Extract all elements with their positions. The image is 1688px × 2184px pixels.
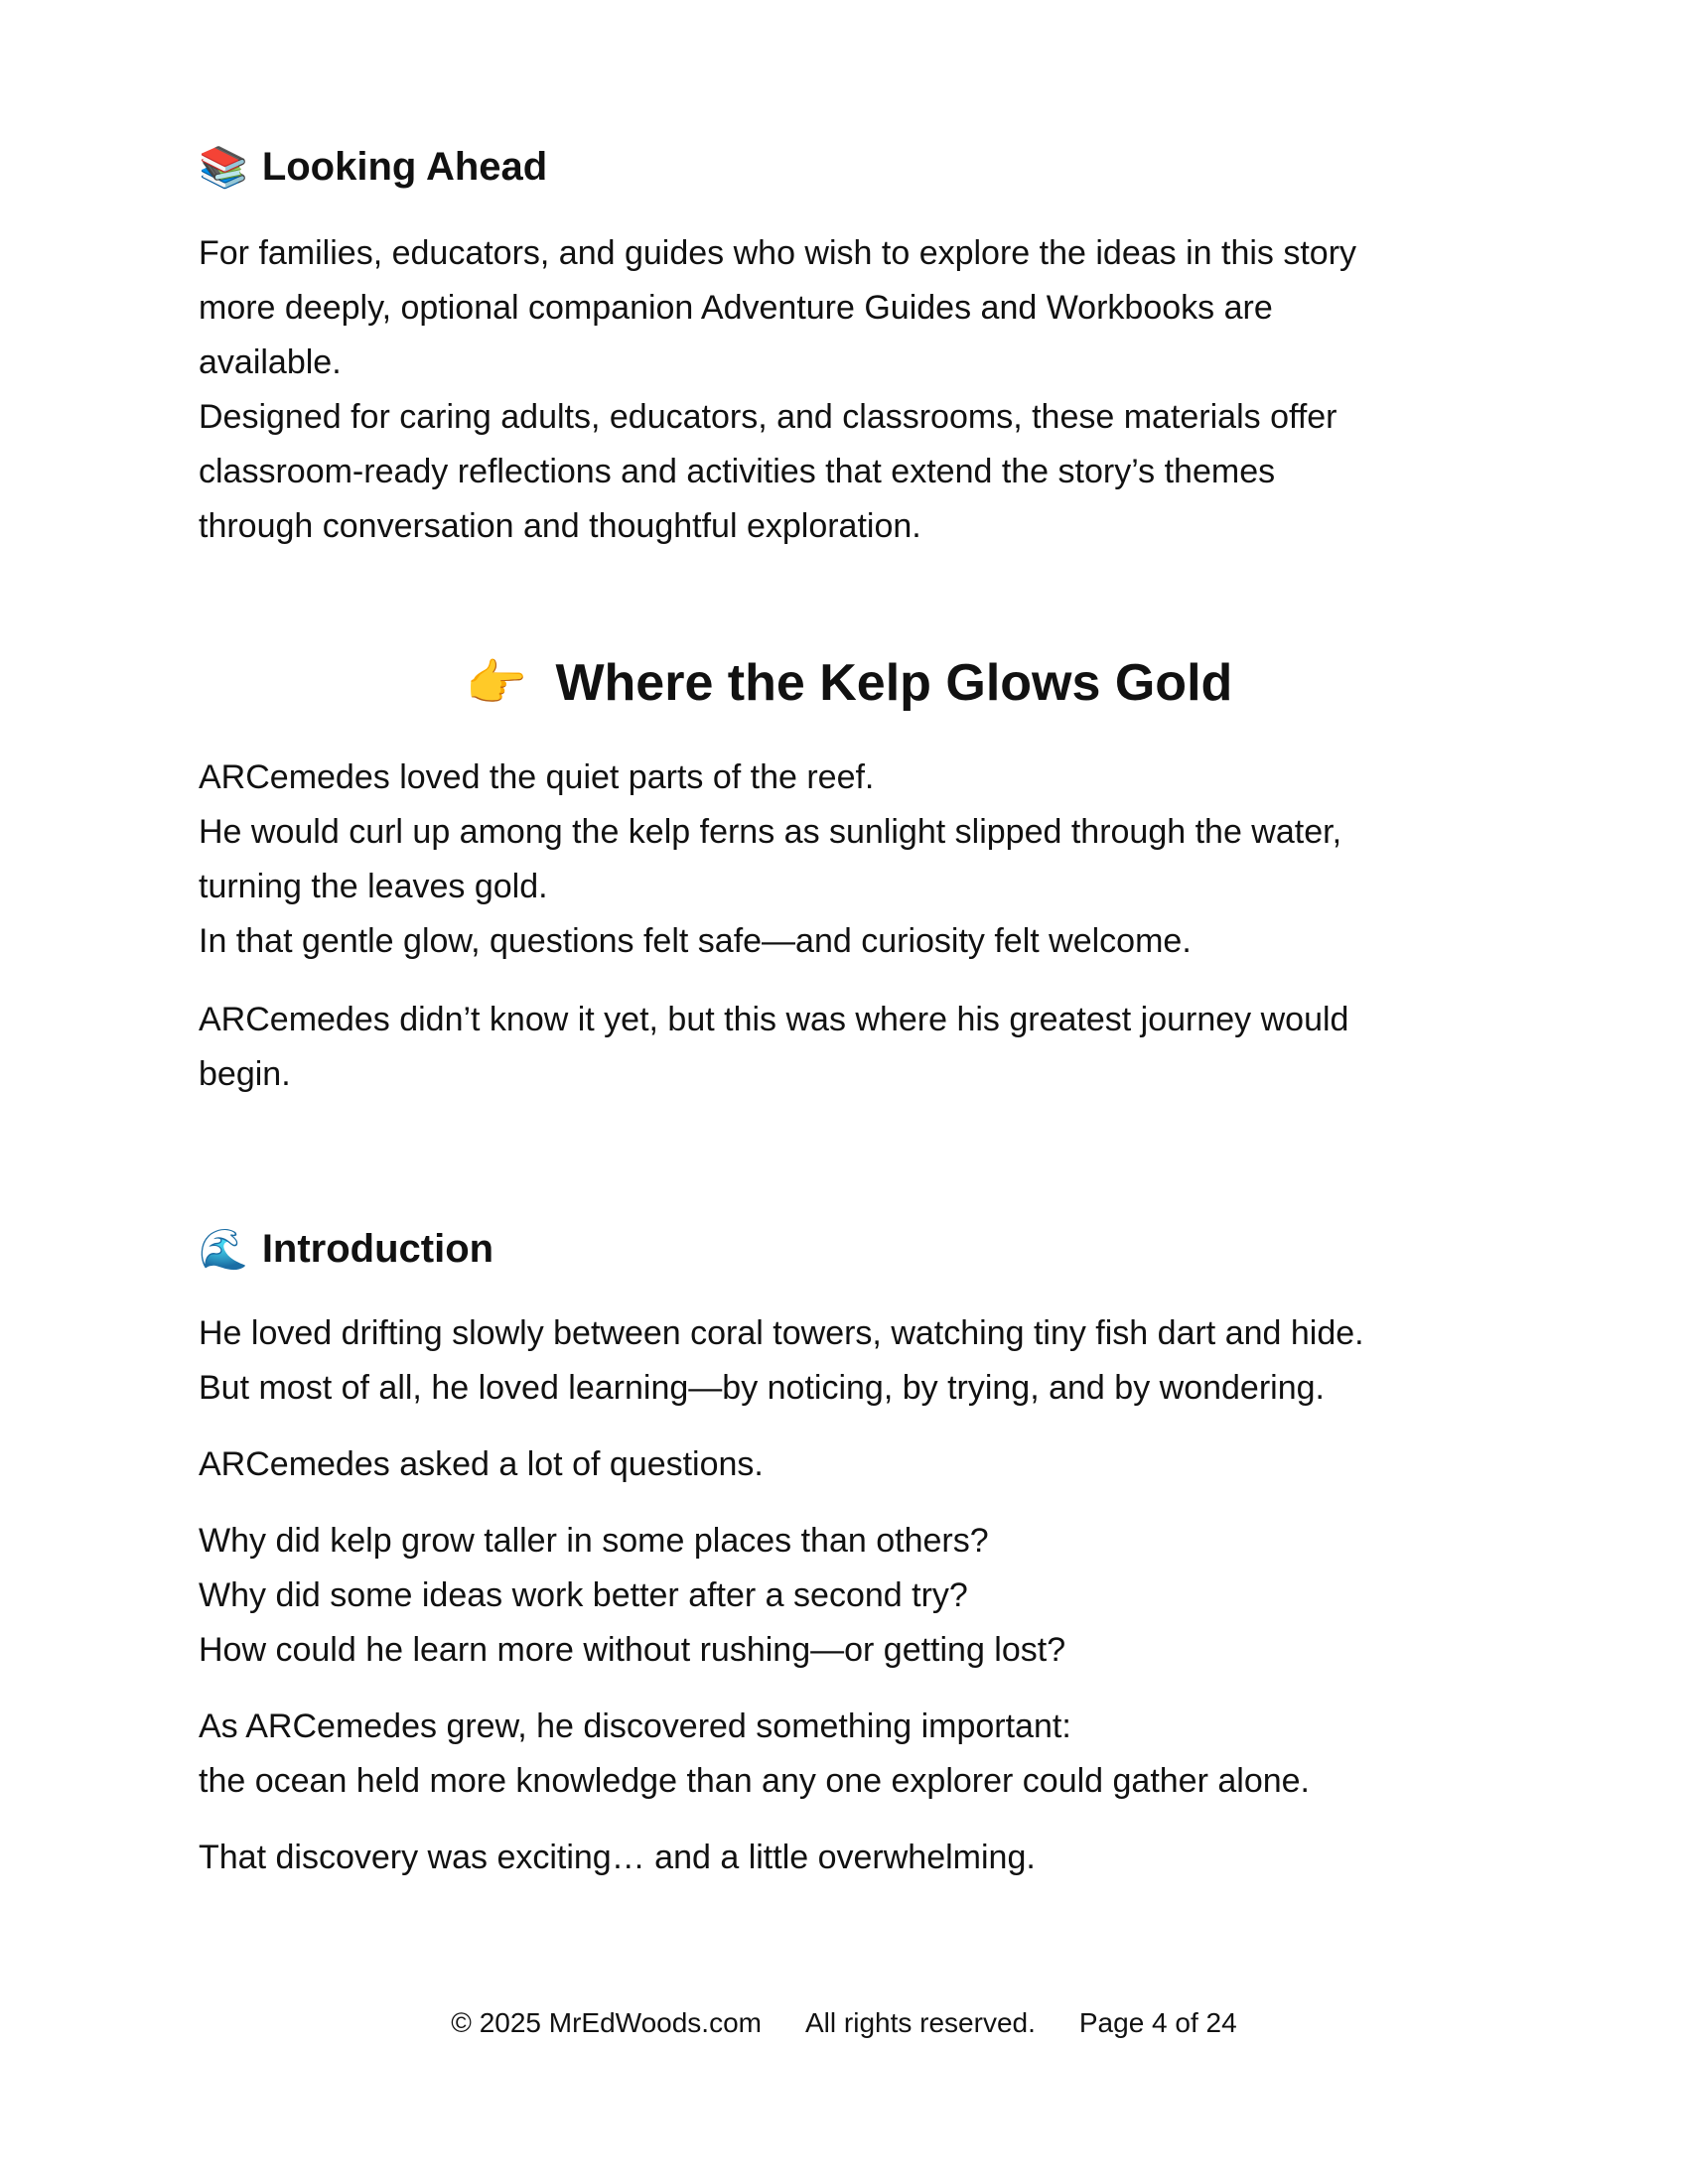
books-icon: 📚	[199, 145, 248, 190]
text-line: Why did kelp grow taller in some places than others?	[199, 1522, 989, 1560]
text-line: He would curl up among the kelp ferns as sunlight slipped through the water,	[199, 813, 1342, 851]
text-line: through conversation and thoughtful exploration.	[199, 507, 921, 545]
text-line: In that gentle glow, questions felt safe—and curiosity felt welcome.	[199, 922, 1192, 960]
story-paragraph-2	[199, 993, 1499, 1102]
introduction-heading	[199, 1227, 493, 1272]
text-line: ARCemedes asked a lot of questions.	[199, 1445, 764, 1483]
introduction-paragraph-3	[199, 1514, 1499, 1678]
text-line: As ARCemedes grew, he discovered something important:	[199, 1707, 1071, 1745]
text-line: the ocean held more knowledge than any one explorer could gather alone.	[199, 1762, 1310, 1800]
wave-icon: 🌊	[199, 1227, 248, 1272]
text-line: turning the leaves gold.	[199, 868, 548, 905]
text-line: Designed for caring adults, educators, and classrooms, these materials offer	[199, 398, 1337, 436]
pointing-hand-icon: 👉	[465, 655, 527, 711]
text-line: classroom-ready reflections and activities that extend the story’s themes	[199, 453, 1276, 490]
text-line: more deeply, optional companion Adventure Guides and Workbooks are	[199, 289, 1273, 327]
text-line: begin.	[199, 1055, 291, 1093]
text-line: For families, educators, and guides who wish to explore the ideas in this story	[199, 234, 1357, 272]
text-line: How could he learn more without rushing—or getting lost?	[199, 1631, 1066, 1669]
text-line: ARCemedes didn’t know it yet, but this was where his greatest journey would	[199, 1001, 1349, 1038]
story-paragraph-1	[199, 751, 1499, 969]
document-page	[199, 0, 1499, 2184]
introduction-heading-text: Introduction	[261, 1227, 494, 1271]
looking-ahead-paragraph	[199, 226, 1499, 554]
text-line: available.	[199, 343, 342, 381]
introduction-paragraph-4	[199, 1700, 1499, 1809]
story-title-text: Where the Kelp Glows Gold	[555, 654, 1233, 712]
introduction-paragraph-5	[199, 1831, 1499, 1885]
story-title	[199, 653, 1499, 713]
text-line: But most of all, he loved learning—by noticing, by trying, and by wondering.	[199, 1369, 1325, 1407]
looking-ahead-heading-text: Looking Ahead	[261, 145, 548, 189]
text-line: ARCemedes loved the quiet parts of the reef.	[199, 758, 875, 796]
text-line: He loved drifting slowly between coral towers, watching tiny fish dart and hide.	[199, 1314, 1364, 1352]
copyright-text: © 2025 MrEdWoods.com	[451, 2007, 762, 2038]
introduction-paragraph-2	[199, 1437, 1499, 1492]
text-line: Why did some ideas work better after a second try?	[199, 1576, 968, 1614]
page-footer	[0, 2007, 1688, 2039]
introduction-paragraph-1	[199, 1306, 1499, 1416]
looking-ahead-heading	[199, 145, 547, 190]
rights-text: All rights reserved.	[805, 2007, 1036, 2038]
text-line: That discovery was exciting… and a little overwhelming.	[199, 1839, 1036, 1876]
page-number: Page 4 of 24	[1078, 2007, 1237, 2038]
